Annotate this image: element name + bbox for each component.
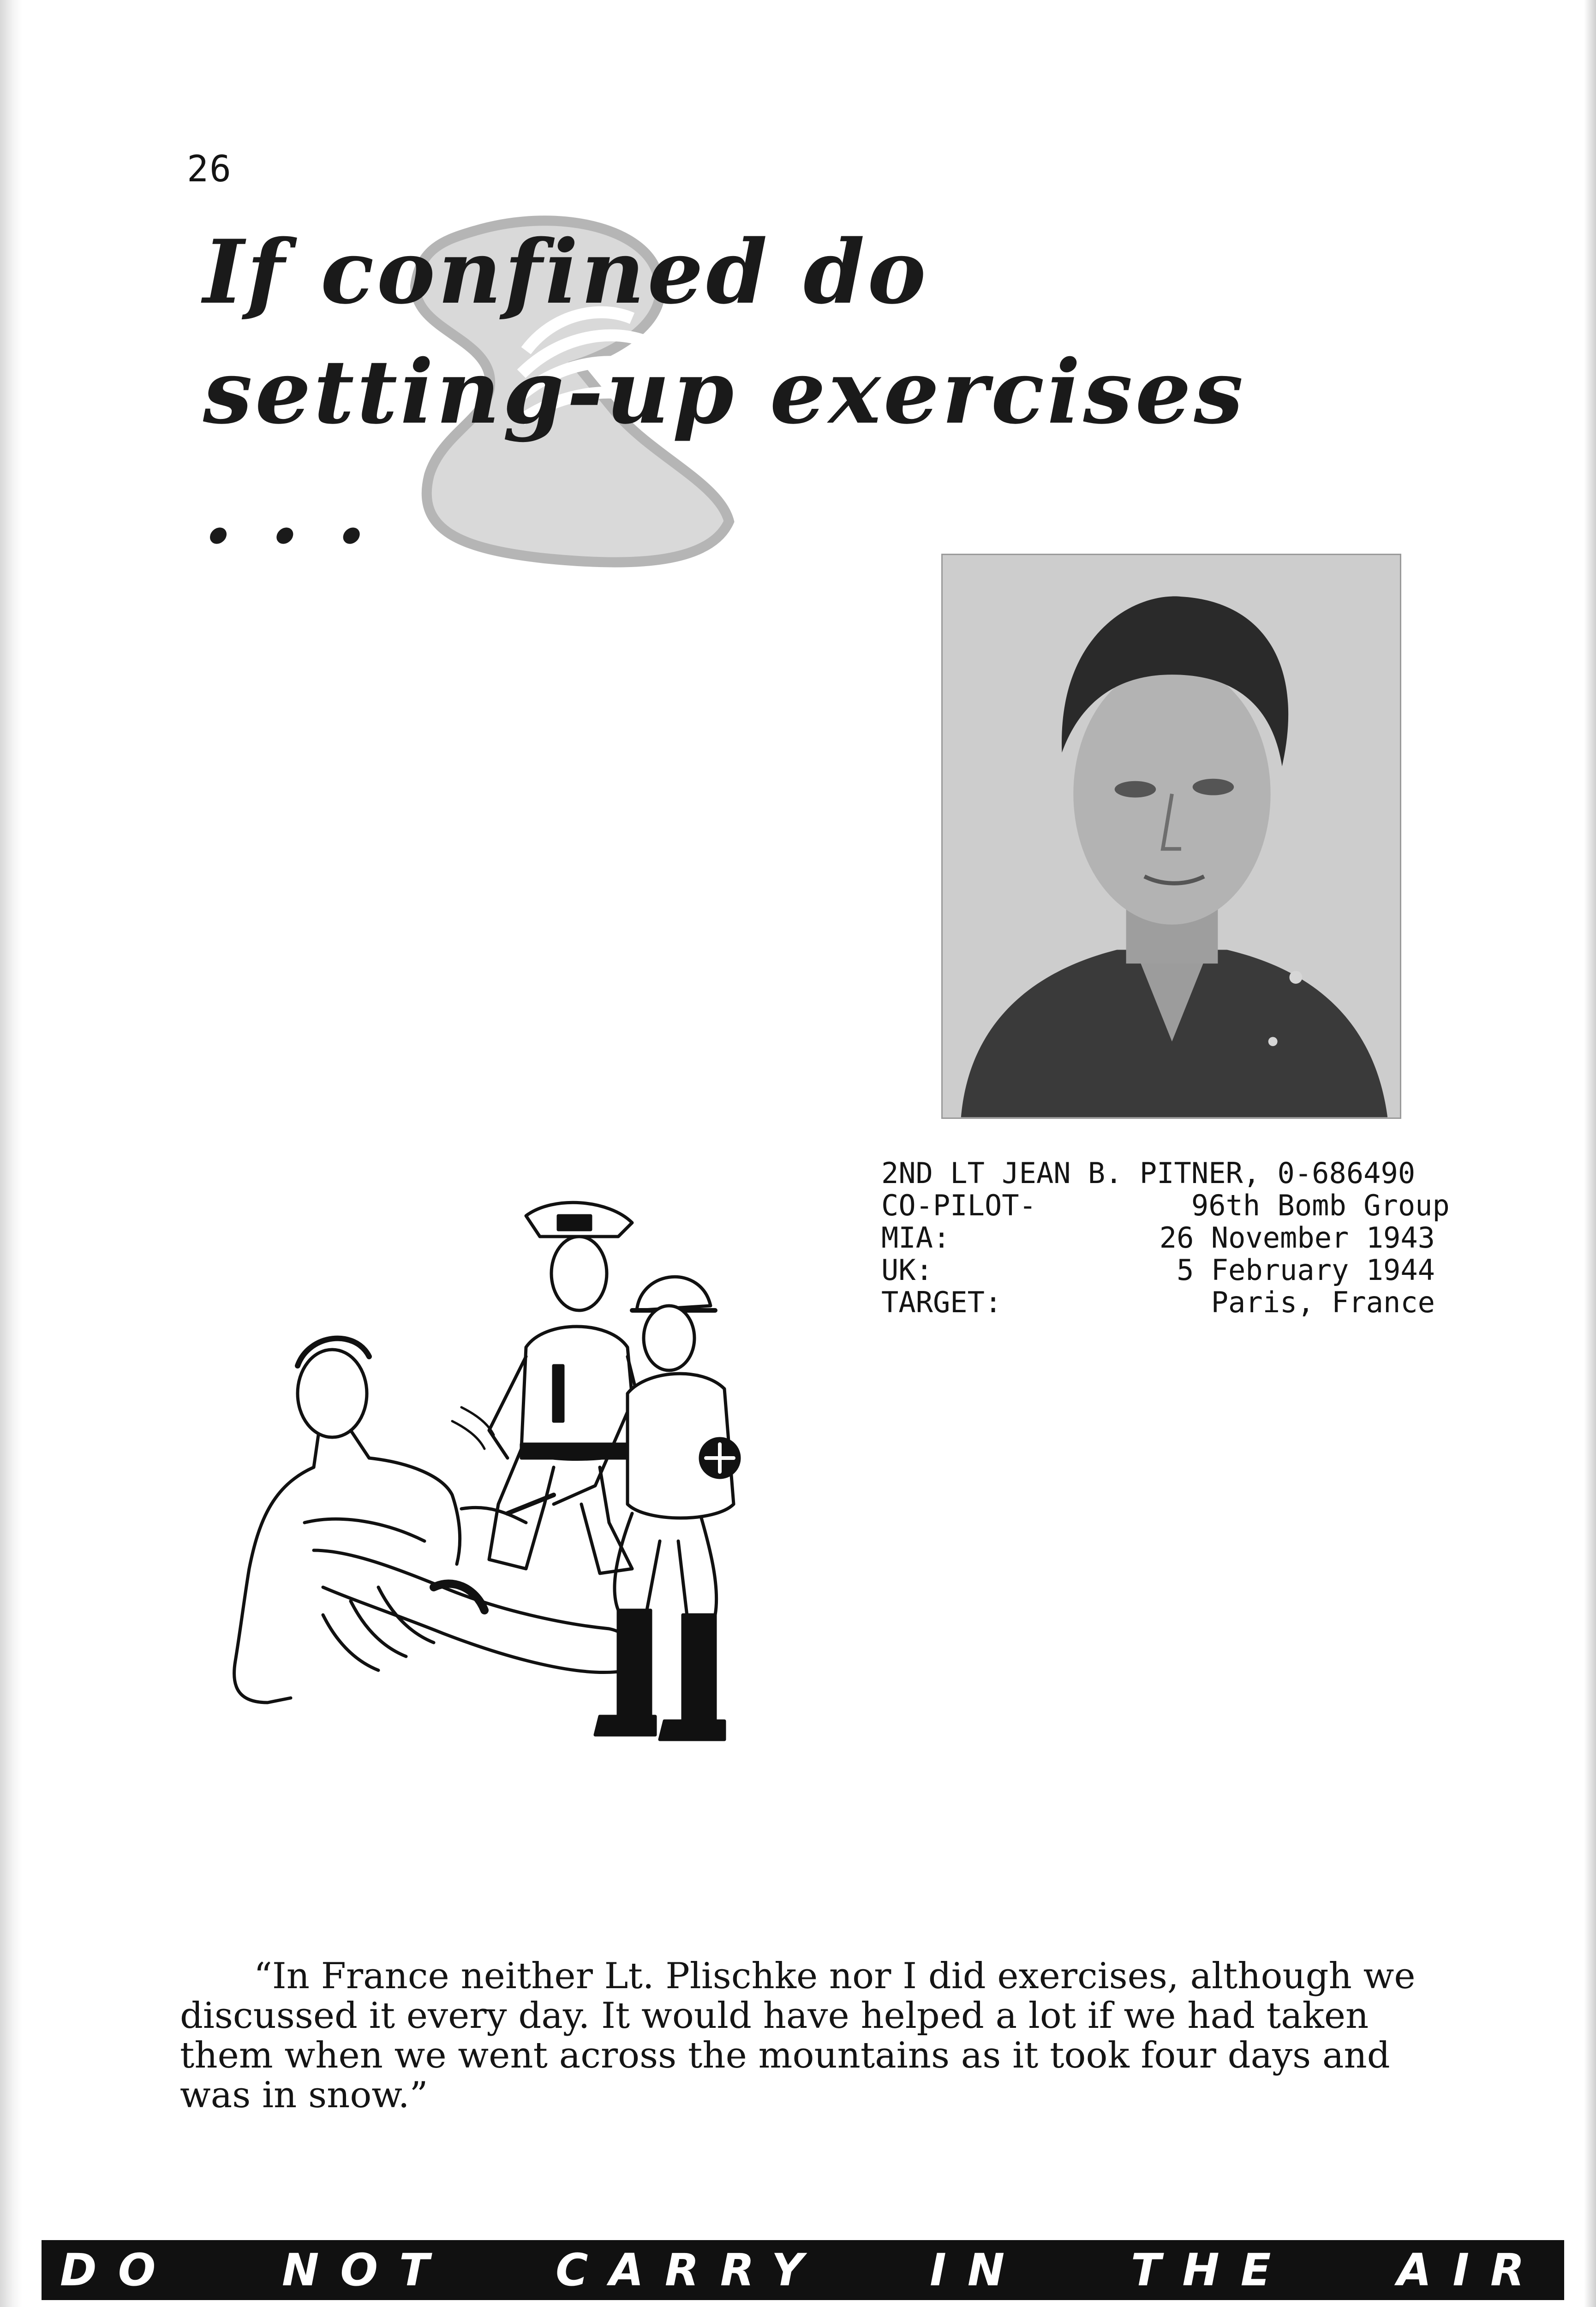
- page-right-edge: [1584, 0, 1596, 2307]
- page-binding-edge: [0, 0, 22, 2307]
- bio-row: [881, 1254, 1435, 1286]
- bio-label: CO-PILOT: [881, 1189, 1019, 1222]
- bio-value: 26 November 1943: [1159, 1221, 1435, 1255]
- page-number: 26: [187, 149, 232, 190]
- quote-text: “In France neither Lt. Plischke nor I did exercises, although we discussed it every day. It would have helped a lot if we had taken them when we went across the mountains as it took four days and was in snow.”: [180, 1955, 1416, 2116]
- banner-word: AIR: [1397, 2244, 1546, 2296]
- banner-word: DO: [60, 2244, 177, 2296]
- bio-label: TARGET:: [881, 1285, 1002, 1319]
- banner-word: IN: [930, 2244, 1026, 2296]
- portrait-image: [943, 555, 1400, 1118]
- crew-bio-block: [881, 1156, 1450, 1319]
- cartoon-illustration: [203, 1172, 923, 1855]
- banner-word: THE: [1130, 2244, 1292, 2296]
- bio-label: UK:: [881, 1253, 933, 1287]
- bio-row: [881, 1286, 1435, 1319]
- page-title: If confined do setting-up exercises . . .: [203, 221, 1246, 563]
- bio-value: 5 February 1944: [1177, 1253, 1435, 1287]
- bio-label: MIA:: [881, 1221, 950, 1255]
- bio-value: Paris, France: [1211, 1285, 1435, 1319]
- bio-name-line: 2ND LT JEAN B. PITNER, 0-686490: [881, 1156, 1416, 1190]
- banner-word: NOT: [282, 2244, 451, 2296]
- bio-row: [881, 1222, 1435, 1254]
- banner-word: CARRY: [556, 2244, 825, 2296]
- bio-value: - 96th Bomb Group: [1019, 1189, 1450, 1222]
- bio-row: [881, 1189, 1450, 1222]
- portrait-photo: [941, 554, 1401, 1119]
- quote-block: [180, 1956, 1426, 2115]
- warning-banner: [42, 2240, 1564, 2300]
